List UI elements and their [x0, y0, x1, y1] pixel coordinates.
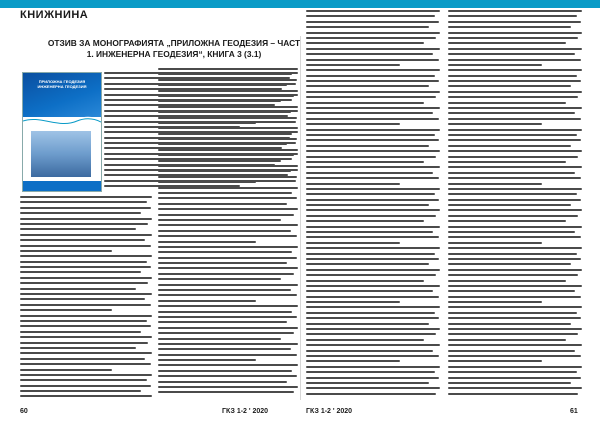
text-line: [20, 245, 151, 247]
text-line: [158, 343, 298, 345]
text-line: [306, 328, 440, 330]
text-line: [20, 309, 112, 311]
text-line: [448, 269, 582, 271]
text-line: [448, 156, 578, 158]
text-line: [448, 236, 581, 238]
text-line: [306, 112, 433, 114]
text-line: [20, 363, 151, 365]
text-column-left-a: [20, 196, 152, 402]
text-line: [158, 160, 281, 162]
text-line: [306, 258, 439, 260]
text-line: [306, 274, 436, 276]
text-line: [448, 366, 582, 368]
text-line: [306, 323, 429, 325]
text-line: [448, 242, 542, 244]
text-line: [20, 298, 145, 300]
text-line: [20, 239, 145, 241]
text-line: [158, 127, 298, 129]
text-line: [306, 102, 424, 104]
text-line: [306, 75, 435, 77]
text-line: [306, 80, 439, 82]
text-line: [158, 338, 281, 340]
text-line: [306, 269, 440, 271]
text-line: [306, 134, 435, 136]
text-line: [448, 102, 566, 104]
text-line: [158, 224, 298, 226]
text-line: [306, 339, 424, 341]
text-line: [448, 350, 575, 352]
text-line: [448, 285, 582, 287]
text-line: [20, 201, 147, 203]
text-line: [448, 215, 578, 217]
text-line: [158, 391, 294, 393]
text-line: [306, 32, 440, 34]
text-line: [158, 95, 294, 97]
text-line: [448, 204, 571, 206]
text-line: [306, 215, 436, 217]
text-line: [306, 242, 400, 244]
text-line: [448, 360, 542, 362]
text-line: [158, 106, 298, 108]
text-line: [20, 293, 152, 295]
text-line: [158, 332, 294, 334]
text-line: [448, 10, 582, 12]
text-line: [448, 193, 577, 195]
text-line: [448, 145, 571, 147]
text-line: [306, 161, 424, 163]
text-line: [448, 382, 571, 384]
text-line: [448, 96, 578, 98]
text-line: [306, 42, 424, 44]
text-line: [448, 393, 578, 395]
text-line: [306, 350, 433, 352]
text-column-right-a: [306, 10, 440, 402]
text-line: [448, 258, 581, 260]
section-header-band: [0, 0, 600, 8]
text-line: [158, 235, 297, 237]
text-line: [306, 247, 440, 249]
text-line: [158, 192, 292, 194]
text-line: [306, 37, 436, 39]
text-line: [306, 199, 439, 201]
text-line: [158, 348, 291, 350]
text-line: [158, 230, 291, 232]
text-line: [306, 333, 436, 335]
text-line: [306, 123, 400, 125]
text-line: [158, 364, 298, 366]
text-line: [306, 53, 433, 55]
text-line: [306, 64, 400, 66]
right-issue-label: ГКЗ 1-2 ' 2020: [306, 408, 353, 415]
text-line: [158, 208, 298, 210]
text-line: [158, 79, 297, 81]
text-line: [158, 311, 292, 313]
text-line: [158, 90, 298, 92]
text-line: [20, 255, 152, 257]
text-line: [158, 354, 297, 356]
text-line: [448, 53, 575, 55]
text-line: [448, 37, 578, 39]
text-line: [448, 118, 581, 120]
text-line: [158, 143, 287, 145]
text-line: [20, 390, 141, 392]
text-line: [20, 212, 141, 214]
text-line: [448, 15, 577, 17]
text-line: [158, 203, 287, 205]
text-line: [20, 352, 152, 354]
text-line: [158, 321, 287, 323]
text-line: [448, 306, 582, 308]
text-line: [448, 312, 577, 314]
text-line: [448, 333, 578, 335]
text-line: [158, 122, 256, 124]
text-line: [158, 381, 287, 383]
right-page-number: 61: [570, 408, 578, 415]
text-line: [158, 84, 287, 86]
text-line: [20, 234, 152, 236]
text-line: [158, 176, 297, 178]
text-line: [306, 26, 429, 28]
text-line: [158, 111, 291, 113]
text-line: [158, 154, 294, 156]
text-line: [306, 290, 433, 292]
text-line: [448, 188, 582, 190]
text-line: [448, 166, 582, 168]
book-cover-photo: [31, 131, 91, 177]
text-line: [20, 336, 152, 338]
text-line: [158, 133, 292, 135]
text-line: [158, 305, 298, 307]
text-line: [448, 387, 582, 389]
text-line: [306, 129, 440, 131]
text-line: [306, 69, 440, 71]
text-line: [448, 172, 575, 174]
text-line: [158, 375, 297, 377]
text-line: [158, 138, 297, 140]
text-line: [158, 68, 298, 70]
book-cover-wave: [23, 113, 101, 129]
book-cover-strip: [23, 181, 101, 191]
text-line: [306, 188, 440, 190]
text-line: [158, 241, 256, 243]
text-line: [448, 150, 582, 152]
book-cover-image: [22, 72, 102, 192]
text-line: [306, 145, 429, 147]
text-line: [306, 193, 435, 195]
text-line: [20, 304, 151, 306]
text-line: [158, 267, 298, 269]
text-line: [306, 377, 439, 379]
text-line: [306, 231, 433, 233]
text-line: [20, 207, 151, 209]
text-line: [448, 91, 582, 93]
text-line: [306, 107, 440, 109]
text-line: [448, 317, 581, 319]
text-line: [158, 197, 297, 199]
text-line: [158, 294, 297, 296]
text-line: [306, 118, 439, 120]
text-line: [20, 369, 112, 371]
text-line: [158, 187, 298, 189]
text-column-left-b: [158, 68, 298, 402]
text-line: [158, 73, 292, 75]
text-line: [306, 296, 439, 298]
text-line: [306, 236, 439, 238]
text-line: [448, 290, 575, 292]
text-line: [306, 204, 429, 206]
text-line: [448, 263, 571, 265]
text-line: [20, 320, 147, 322]
text-line: [448, 64, 542, 66]
text-line: [158, 100, 281, 102]
text-line: [20, 228, 136, 230]
text-line: [306, 280, 424, 282]
text-line: [158, 262, 287, 264]
text-line: [306, 312, 435, 314]
text-line: [306, 177, 439, 179]
text-line: [158, 117, 297, 119]
text-line: [306, 96, 436, 98]
text-line: [448, 274, 578, 276]
text-line: [448, 75, 577, 77]
text-line: [448, 339, 566, 341]
text-line: [20, 379, 147, 381]
text-line: [20, 277, 152, 279]
text-line: [448, 209, 582, 211]
text-line: [448, 323, 571, 325]
text-line: [448, 26, 571, 28]
left-page-number: 60: [20, 408, 28, 415]
text-line: [448, 161, 566, 163]
text-line: [448, 371, 577, 373]
text-line: [306, 48, 440, 50]
text-line: [448, 123, 542, 125]
text-line: [306, 21, 439, 23]
text-line: [448, 328, 582, 330]
text-line: [306, 15, 435, 17]
text-line: [448, 42, 566, 44]
text-line: [448, 21, 581, 23]
text-line: [448, 139, 581, 141]
text-line: [306, 355, 439, 357]
text-line: [306, 183, 400, 185]
text-line: [448, 80, 581, 82]
text-line: [158, 370, 292, 372]
text-line: [158, 214, 294, 216]
text-line: [158, 273, 294, 275]
book-cover-title: ПРИЛОЖНА ГЕОДЕЗИЯ ИНЖЕНЕРНА ГЕОДЕЗИЯ: [37, 79, 87, 89]
text-line: [448, 226, 582, 228]
text-line: [158, 165, 298, 167]
text-line: [448, 183, 542, 185]
text-line: [158, 284, 298, 286]
text-line: [20, 358, 145, 360]
text-line: [20, 218, 152, 220]
text-line: [306, 253, 435, 255]
text-line: [20, 266, 151, 268]
article-title: ОТЗИВ ЗА МОНОГРАФИЯТА „ПРИЛОЖНА ГЕОДЕЗИЯ – ЧАСТ 1. ИНЖЕНЕРНА ГЕОДЕЗИЯ“, КНИГА 3 (3.1): [47, 38, 301, 59]
text-line: [448, 344, 582, 346]
text-line: [448, 69, 582, 71]
text-line: [306, 226, 440, 228]
page-spread-divider: [300, 36, 301, 400]
text-line: [448, 48, 582, 50]
text-line: [158, 316, 297, 318]
text-line: [306, 91, 440, 93]
text-line: [448, 301, 542, 303]
text-line: [306, 220, 424, 222]
text-line: [306, 166, 440, 168]
text-line: [306, 344, 440, 346]
text-line: [306, 150, 440, 152]
text-line: [20, 282, 148, 284]
text-line: [448, 247, 582, 249]
text-line: [158, 359, 256, 361]
text-line: [306, 371, 435, 373]
text-line: [306, 393, 436, 395]
text-line: [306, 10, 440, 12]
text-line: [20, 288, 136, 290]
text-line: [158, 327, 298, 329]
text-line: [158, 251, 292, 253]
text-column-right-b: [448, 10, 582, 402]
text-line: [306, 139, 439, 141]
text-line: [20, 374, 152, 376]
text-line: [20, 331, 141, 333]
text-line: [448, 32, 582, 34]
text-line: [20, 261, 147, 263]
text-line: [158, 219, 281, 221]
text-line: [448, 280, 566, 282]
text-line: [306, 172, 433, 174]
text-line: [306, 366, 440, 368]
text-line: [20, 347, 136, 349]
text-line: [448, 85, 571, 87]
text-line: [448, 220, 566, 222]
text-line: [158, 246, 298, 248]
text-line: [448, 231, 575, 233]
text-line: [20, 271, 141, 273]
text-line: [448, 107, 582, 109]
text-line: [448, 199, 581, 201]
text-line: [306, 382, 429, 384]
section-title: КНИЖНИНА: [20, 9, 89, 21]
text-line: [20, 395, 152, 397]
text-line: [158, 386, 298, 388]
text-line: [448, 355, 581, 357]
text-line: [158, 257, 297, 259]
text-line: [306, 360, 400, 362]
text-line: [448, 129, 582, 131]
text-line: [448, 253, 577, 255]
text-line: [306, 85, 429, 87]
text-line: [306, 306, 440, 308]
text-line: [306, 59, 439, 61]
text-line: [20, 342, 148, 344]
text-line: [20, 196, 152, 198]
text-line: [158, 289, 291, 291]
text-line: [448, 296, 581, 298]
text-line: [306, 263, 429, 265]
text-line: [306, 387, 440, 389]
text-line: [158, 149, 298, 151]
text-line: [158, 278, 281, 280]
left-issue-label: ГКЗ 1-2 ' 2020: [222, 408, 269, 415]
text-line: [448, 59, 581, 61]
text-line: [448, 377, 581, 379]
text-line: [306, 317, 439, 319]
text-line: [20, 250, 112, 252]
text-line: [448, 112, 575, 114]
text-line: [306, 209, 440, 211]
text-line: [158, 181, 256, 183]
text-line: [20, 223, 148, 225]
text-line: [158, 300, 256, 302]
text-line: [158, 170, 291, 172]
text-line: [448, 134, 577, 136]
text-line: [306, 285, 440, 287]
text-line: [20, 385, 151, 387]
text-line: [448, 177, 581, 179]
text-line: [20, 325, 151, 327]
text-line: [306, 301, 400, 303]
text-line: [20, 315, 152, 317]
text-line: [306, 156, 436, 158]
